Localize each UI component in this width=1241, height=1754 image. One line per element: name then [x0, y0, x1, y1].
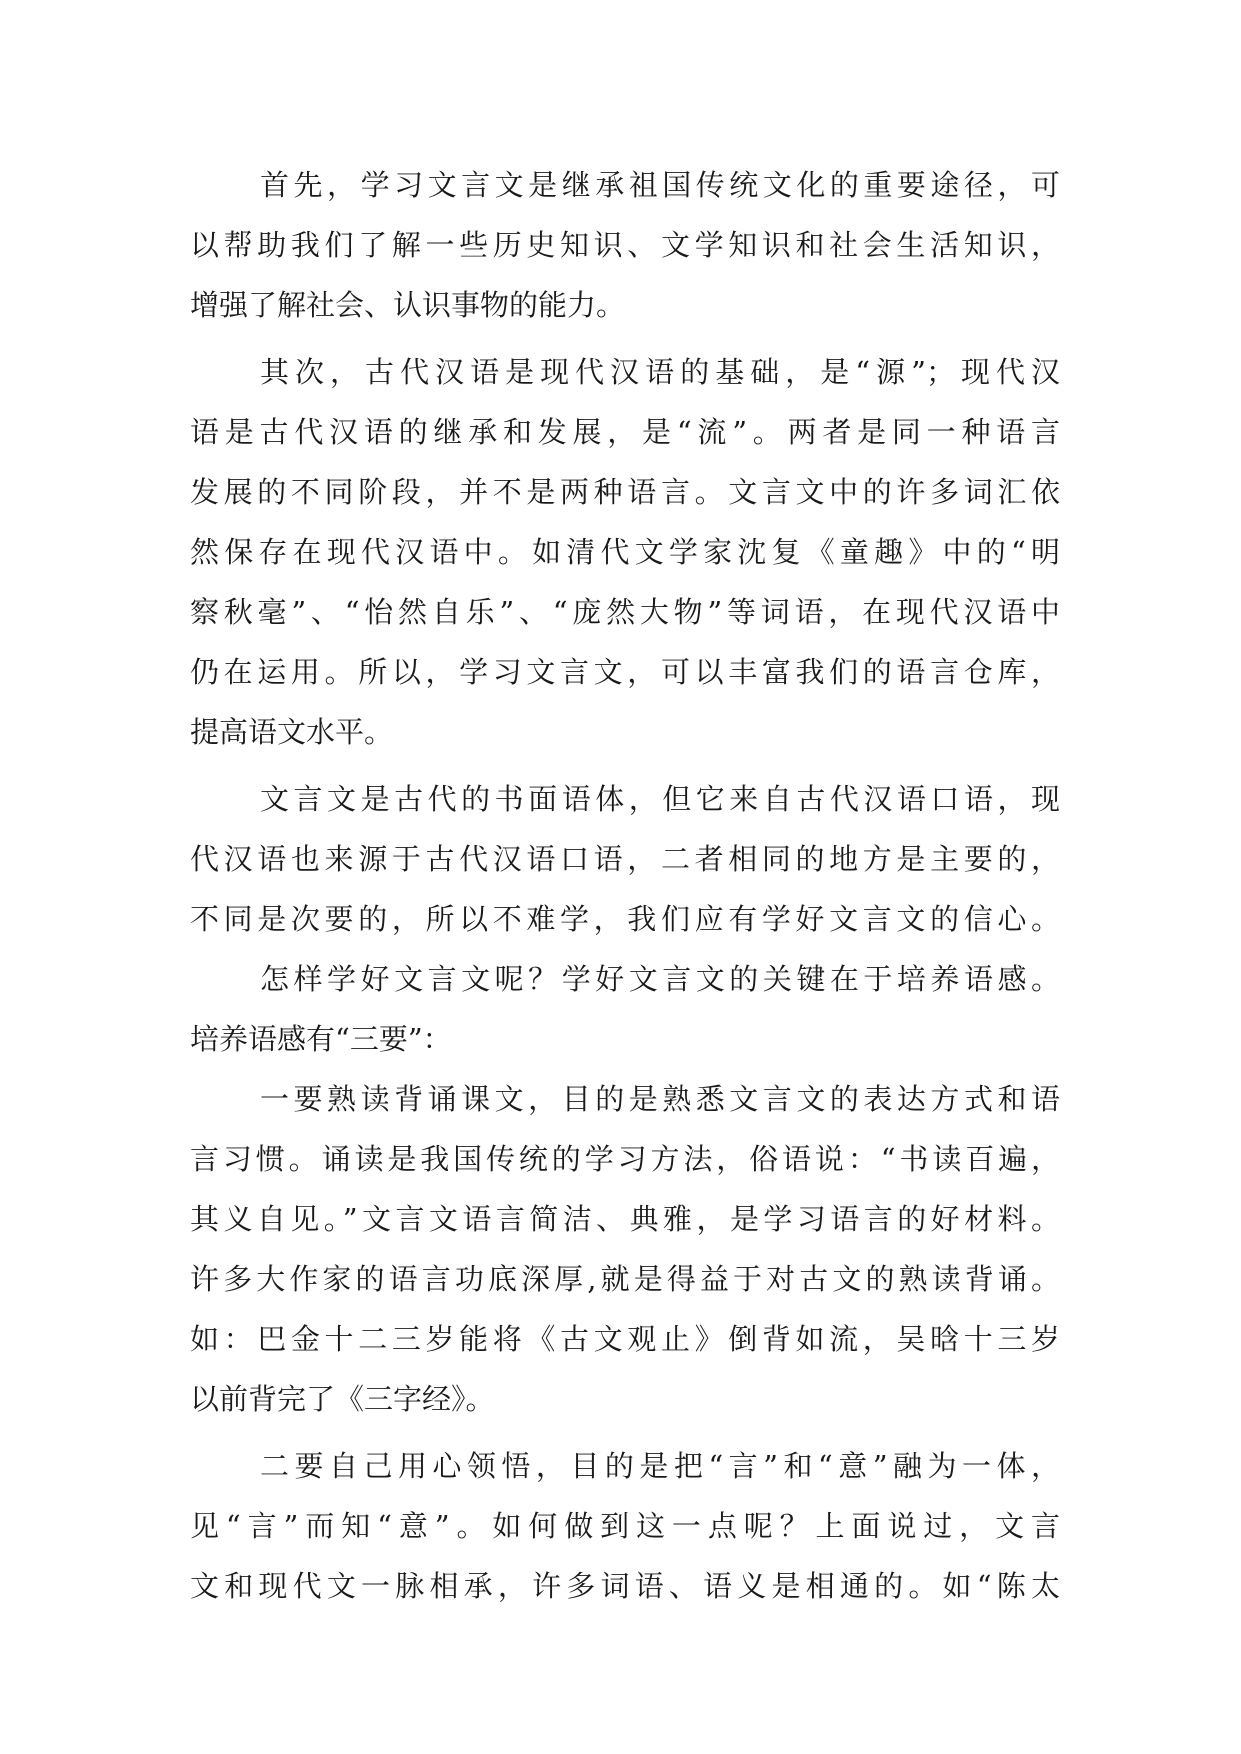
- text-line: 增强了解社会、认识事物的能力。: [190, 288, 626, 322]
- text-line: 见“言”而知“意”。如何做到这一点呢？上面说过，文言: [190, 1509, 1060, 1543]
- paragraph-3: [190, 769, 1060, 949]
- paragraph-5: [190, 1069, 1060, 1429]
- text-line: 仍在运用。所以，学习文言文，可以丰富我们的语言仓库，: [190, 655, 1060, 689]
- paragraph-6: [190, 1436, 1060, 1616]
- text-line: 其义自见。”文言文语言简洁、典雅，是学习语言的好材料。: [190, 1202, 1060, 1236]
- text-line: 代汉语也来源于古代汉语口语，二者相同的地方是主要的，: [190, 842, 1060, 876]
- text-line: 文和现代文一脉相承，许多词语、语义是相通的。如“陈太: [190, 1569, 1060, 1603]
- text-line: 文言文是古代的书面语体，但它来自古代汉语口语，现: [260, 782, 1060, 816]
- text-line: 提高语文水平。: [190, 715, 394, 749]
- text-line: 一要熟读背诵课文，目的是熟悉文言文的表达方式和语: [260, 1082, 1060, 1116]
- text-line: 怎样学好文言文呢？学好文言文的关键在于培养语感。: [260, 962, 1060, 996]
- text-line: 以前背完了《三字经》。: [190, 1382, 495, 1416]
- text-line: 二要自己用心领悟，目的是把“言”和“意”融为一体，: [260, 1449, 1060, 1483]
- text-line: 察秋毫”、“怡然自乐”、“庞然大物”等词语，在现代汉语中: [190, 595, 1060, 629]
- text-line: 培养语感有“三要”：: [190, 1022, 452, 1056]
- text-line: 许多大作家的语言功底深厚,就是得益于对古文的熟读背诵。: [190, 1262, 1060, 1296]
- paragraph-1: [190, 155, 1060, 335]
- text-line: 不同是次要的，所以不难学，我们应有学好文言文的信心。: [190, 902, 1060, 936]
- text-line: 发展的不同阶段，并不是两种语言。文言文中的许多词汇依: [190, 475, 1060, 509]
- text-line: 以帮助我们了解一些历史知识、文学知识和社会生活知识，: [190, 228, 1060, 262]
- text-line: 其次，古代汉语是现代汉语的基础，是“源”；现代汉: [260, 355, 1060, 389]
- text-line: 语是古代汉语的继承和发展，是“流”。两者是同一种语言: [190, 415, 1060, 449]
- text-line: 如：巴金十二三岁能将《古文观止》倒背如流，吴晗十三岁: [190, 1322, 1060, 1356]
- text-line: 言习惯。诵读是我国传统的学习方法，俗语说：“书读百遍，: [190, 1142, 1060, 1176]
- paragraph-4: [190, 949, 1060, 1069]
- text-line: 首先，学习文言文是继承祖国传统文化的重要途径，可: [260, 168, 1060, 202]
- text-line: 然保存在现代汉语中。如清代文学家沈复《童趣》中的“明: [190, 535, 1060, 569]
- paragraph-2: [190, 342, 1060, 762]
- body-text: [190, 155, 1060, 1616]
